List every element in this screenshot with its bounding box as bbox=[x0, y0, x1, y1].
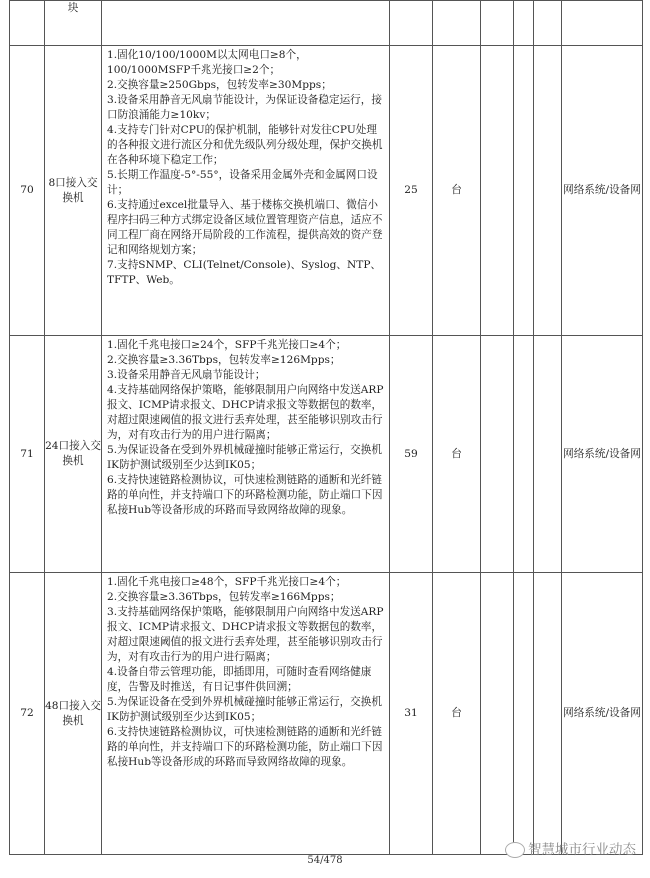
spec-line: 3.设备采用静音无风扇节能设计； bbox=[107, 369, 266, 381]
spec-line: 2.交换容量≥250Gbps，包转发率≥30Mpps； bbox=[107, 79, 332, 91]
spec-line: 1.固化10/100/1000M以太网电口≥8个， bbox=[107, 49, 307, 61]
spec-line: 6.支持通过excel批量导入、基于楼栋交换机端口、微信小程序扫码三种方式绑定设备区域位置管理资产信息，适应不同工程厂商在网络开局阶段的工作流程，提供高效的资产登记和网络规划方案； bbox=[107, 199, 383, 256]
item-quantity: 25 bbox=[390, 46, 433, 336]
spec-line: 7.支持SNMP、CLI(Telnet/Console)、Syslog、NTP、TFTP、Web。 bbox=[107, 259, 382, 286]
item-name: 48口接入交换机 bbox=[45, 573, 102, 855]
item-unit: 台 bbox=[433, 46, 481, 336]
item-specs bbox=[102, 336, 390, 573]
spec-line: 3.支持基础网络保护策略，能够限制用户向网络中发送ARP报文、ICMP请求报文、DHCP请求报文等数据包的数率，对超过限速阈值的报文进行丢弃处理，甚至能够识别攻击行为，对有攻击行为的用户进行隔离； bbox=[107, 606, 384, 663]
item-category: 网络系统/设备网 bbox=[562, 46, 643, 336]
item-specs bbox=[102, 573, 390, 855]
spec-line: 6.支持快速链路检测协议，可快速检测链路的通断和光纤链路的单向性，并支持端口下的环路检测功能，防止端口下因私接Hub等设备形成的环路而导致网络故障的现象。 bbox=[107, 474, 383, 516]
spec-line: 5.为保证设备在受到外界机械碰撞时能够正常运行，交换机IK防护测试级别至少达到IK05； bbox=[107, 444, 382, 471]
item-quantity: 59 bbox=[390, 336, 433, 573]
watermark-text: 智慧城市行业动态 bbox=[528, 842, 636, 858]
item-name-tail: 块 bbox=[45, 1, 102, 46]
item-name: 24口接入交换机 bbox=[45, 336, 102, 573]
spec-line: 3.设备采用静音无风扇节能设计，为保证设备稳定运行，接口防浪涌能力≥10kv； bbox=[107, 94, 382, 121]
page-number: 54/478 bbox=[307, 855, 343, 866]
spec-line: 4.支持专门针对CPU的保护机制，能够针对发往CPU处理的各种报文进行流区分和优先级队列分级处理，保护交换机在各种环境下稳定工作； bbox=[107, 124, 383, 166]
spec-line: 4.设备自带云管理功能，即插即用，可随时查看网络健康度，告警及时推送，有日记事件供回溯； bbox=[107, 666, 372, 693]
item-number: 71 bbox=[10, 336, 45, 573]
item-category: 网络系统/设备网 bbox=[562, 336, 643, 573]
item-number: 70 bbox=[10, 46, 45, 336]
spec-line: 1.固化千兆电接口≥24个，SFP千兆光接口≥4个； bbox=[107, 339, 347, 351]
spec-line: 5.长期工作温度-5°-55°，设备采用金属外壳和金属网口设计； bbox=[107, 169, 378, 196]
table-row bbox=[10, 336, 643, 573]
item-specs bbox=[102, 46, 390, 336]
item-quantity: 31 bbox=[390, 573, 433, 855]
spec-line: 4.支持基础网络保护策略，能够限制用户向网络中发送ARP报文、ICMP请求报文、DHCP请求报文等数据包的数率，对超过限速阈值的报文进行丢弃处理，甚至能够识别攻击行为，对有攻击行为的用户进行隔离； bbox=[107, 384, 384, 441]
spec-line: 100/1000MSFP千兆光接口≥2个； bbox=[107, 64, 281, 76]
item-number: 72 bbox=[10, 573, 45, 855]
table-row-continued bbox=[10, 1, 643, 46]
spec-line: 1.固化千兆电接口≥48个，SFP千兆光接口≥4个； bbox=[107, 576, 347, 588]
item-unit: 台 bbox=[433, 573, 481, 855]
item-name: 8口接入交换机 bbox=[45, 46, 102, 336]
spec-line: 2.交换容量≥3.36Tbps，包转发率≥126Mpps； bbox=[107, 354, 341, 366]
spec-line: 2.交换容量≥3.36Tbps，包转发率≥166Mpps； bbox=[107, 591, 341, 603]
item-unit: 台 bbox=[433, 336, 481, 573]
table-row bbox=[10, 573, 643, 855]
spec-line: 6.支持快速链路检测协议，可快速检测链路的通断和光纤链路的单向性，并支持端口下的环路检测功能，防止端口下因私接Hub等设备形成的环路而导致网络故障的现象。 bbox=[107, 726, 383, 768]
table-row bbox=[10, 46, 643, 336]
spec-line: 5.为保证设备在受到外界机械碰撞时能够正常运行，交换机IK防护测试级别至少达到IK05； bbox=[107, 696, 382, 723]
equipment-spec-table bbox=[9, 0, 643, 855]
item-category: 网络系统/设备网 bbox=[562, 573, 643, 855]
